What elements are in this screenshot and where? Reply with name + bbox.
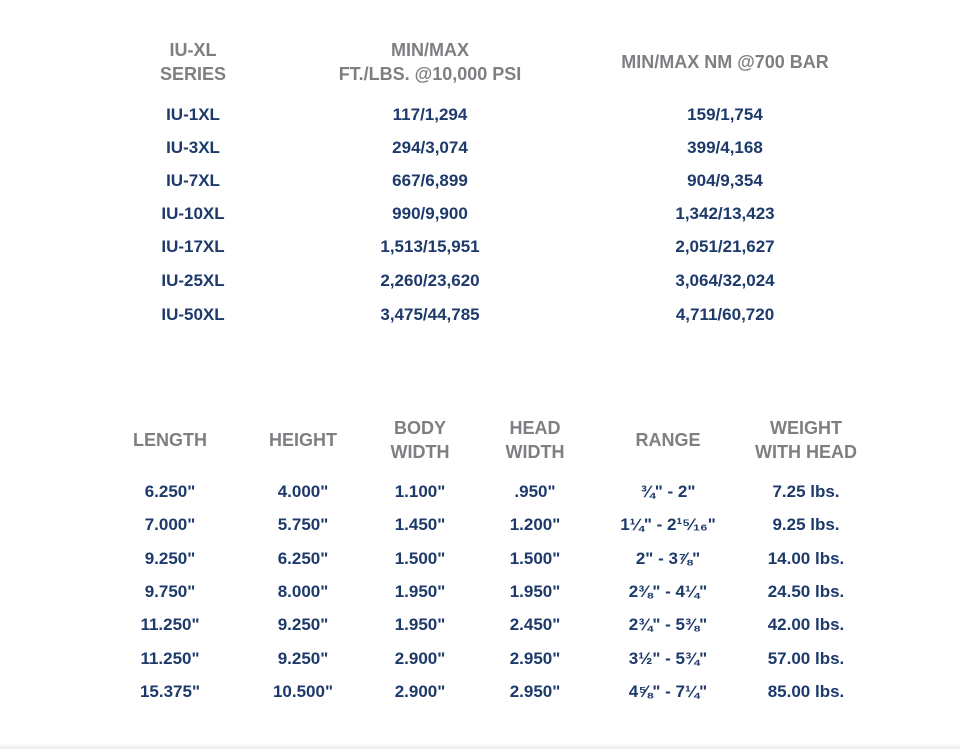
bottom-divider [0,743,960,749]
header-head-width-line1: HEAD [509,418,561,438]
series-cell: IU-17XL [161,237,225,256]
torque-row [0,231,960,264]
nm-cell: 3,064/32,024 [675,271,775,290]
length-cell: 6.250" [144,482,196,501]
body-width-cell: 1.500" [394,549,446,568]
header-body-width [360,416,480,464]
length-cell: 9.750" [144,582,196,601]
torque-row [0,265,960,298]
range-cell: 2" - 3⅞" [635,549,701,568]
series-cell: IU-50XL [161,305,225,324]
header-head-width [475,416,595,464]
ft-lbs-cell: 3,475/44,785 [380,305,480,324]
weight-cell: 14.00 lbs. [767,549,845,568]
header-range [608,428,728,452]
head-width-cell: 2.950" [509,682,561,701]
header-weight-line2: WITH HEAD [755,442,857,462]
dimensions-row [0,509,960,542]
head-width-cell: 1.500" [509,549,561,568]
torque-row [0,99,960,132]
weight-cell: 42.00 lbs. [767,615,845,634]
height-cell: 6.250" [277,549,329,568]
weight-cell: 7.25 lbs. [772,482,840,501]
ft-lbs-cell: 294/3,074 [392,138,468,157]
header-series [133,38,253,86]
dimensions-row [0,676,960,709]
head-width-cell: 2.950" [509,649,561,668]
header-body-width-line2: WIDTH [390,442,450,462]
header-weight [731,416,881,464]
header-ft-lbs [300,38,560,86]
weight-cell: 24.50 lbs. [767,582,845,601]
header-length-line1: LENGTH [133,430,207,450]
header-range-line1: RANGE [635,430,701,450]
nm-cell: 4,711/60,720 [675,305,775,324]
header-height-line1: HEIGHT [268,430,337,450]
range-cell: 2¾" - 5⅜" [628,615,708,634]
header-series-line1: IU-XL [169,40,217,60]
ft-lbs-cell: 990/9,900 [392,204,468,223]
nm-cell: 1,342/13,423 [675,204,775,223]
ft-lbs-cell: 667/6,899 [392,171,468,190]
body-width-cell: 2.900" [394,682,446,701]
torque-row [0,132,960,165]
header-height [243,428,363,452]
head-width-cell: 2.450" [509,615,561,634]
weight-cell: 9.25 lbs. [772,515,840,534]
head-width-cell: 1.200" [509,515,561,534]
range-cell: 3½" - 5¾" [628,649,708,668]
header-body-width-line1: BODY [393,418,446,438]
ft-lbs-cell: 1,513/15,951 [380,237,480,256]
head-width-cell: .950" [514,482,556,501]
series-cell: IU-25XL [161,271,225,290]
length-cell: 15.375" [139,682,201,701]
header-ft-lbs-line2: FT./LBS. @10,000 PSI [338,64,522,84]
body-width-cell: 1.100" [394,482,446,501]
header-length [110,428,230,452]
dimensions-row [0,609,960,642]
height-cell: 5.750" [277,515,329,534]
weight-cell: 85.00 lbs. [767,682,845,701]
height-cell: 8.000" [277,582,329,601]
range-cell: 4⅝" - 7¼" [628,682,708,701]
header-nm [595,50,855,74]
nm-cell: 399/4,168 [687,138,763,157]
range-cell: 1¼" - 2¹⁵⁄₁₆" [620,515,716,534]
series-cell: IU-3XL [166,138,220,157]
range-cell: 2⅜" - 4¼" [628,582,708,601]
ft-lbs-cell: 2,260/23,620 [380,271,480,290]
nm-cell: 2,051/21,627 [675,237,775,256]
dimensions-row [0,476,960,509]
length-cell: 11.250" [140,649,200,668]
header-ft-lbs-line1: MIN/MAX [391,40,469,60]
height-cell: 4.000" [277,482,329,501]
series-cell: IU-7XL [166,171,220,190]
body-width-cell: 1.950" [394,615,446,634]
height-cell: 9.250" [277,649,329,668]
body-width-cell: 1.450" [394,515,446,534]
header-nm-line1: MIN/MAX NM @700 BAR [621,52,829,72]
height-cell: 10.500" [272,682,334,701]
nm-cell: 904/9,354 [687,171,763,190]
length-cell: 9.250" [144,549,196,568]
head-width-cell: 1.950" [509,582,561,601]
body-width-cell: 2.900" [394,649,446,668]
weight-cell: 57.00 lbs. [767,649,845,668]
header-series-line2: SERIES [159,64,227,84]
header-head-width-line2: WIDTH [505,442,565,462]
nm-cell: 159/1,754 [687,105,763,124]
height-cell: 9.250" [277,615,329,634]
torque-row [0,299,960,332]
torque-row [0,165,960,198]
dimensions-row [0,576,960,609]
header-weight-line1: WEIGHT [770,418,842,438]
torque-row [0,198,960,231]
length-cell: 11.250" [140,615,200,634]
ft-lbs-cell: 117/1,294 [392,105,468,124]
length-cell: 7.000" [144,515,196,534]
dimensions-row [0,543,960,576]
dimensions-row [0,643,960,676]
series-cell: IU-10XL [161,204,225,223]
series-cell: IU-1XL [166,105,220,124]
body-width-cell: 1.950" [394,582,446,601]
range-cell: ¾" - 2" [640,482,696,501]
